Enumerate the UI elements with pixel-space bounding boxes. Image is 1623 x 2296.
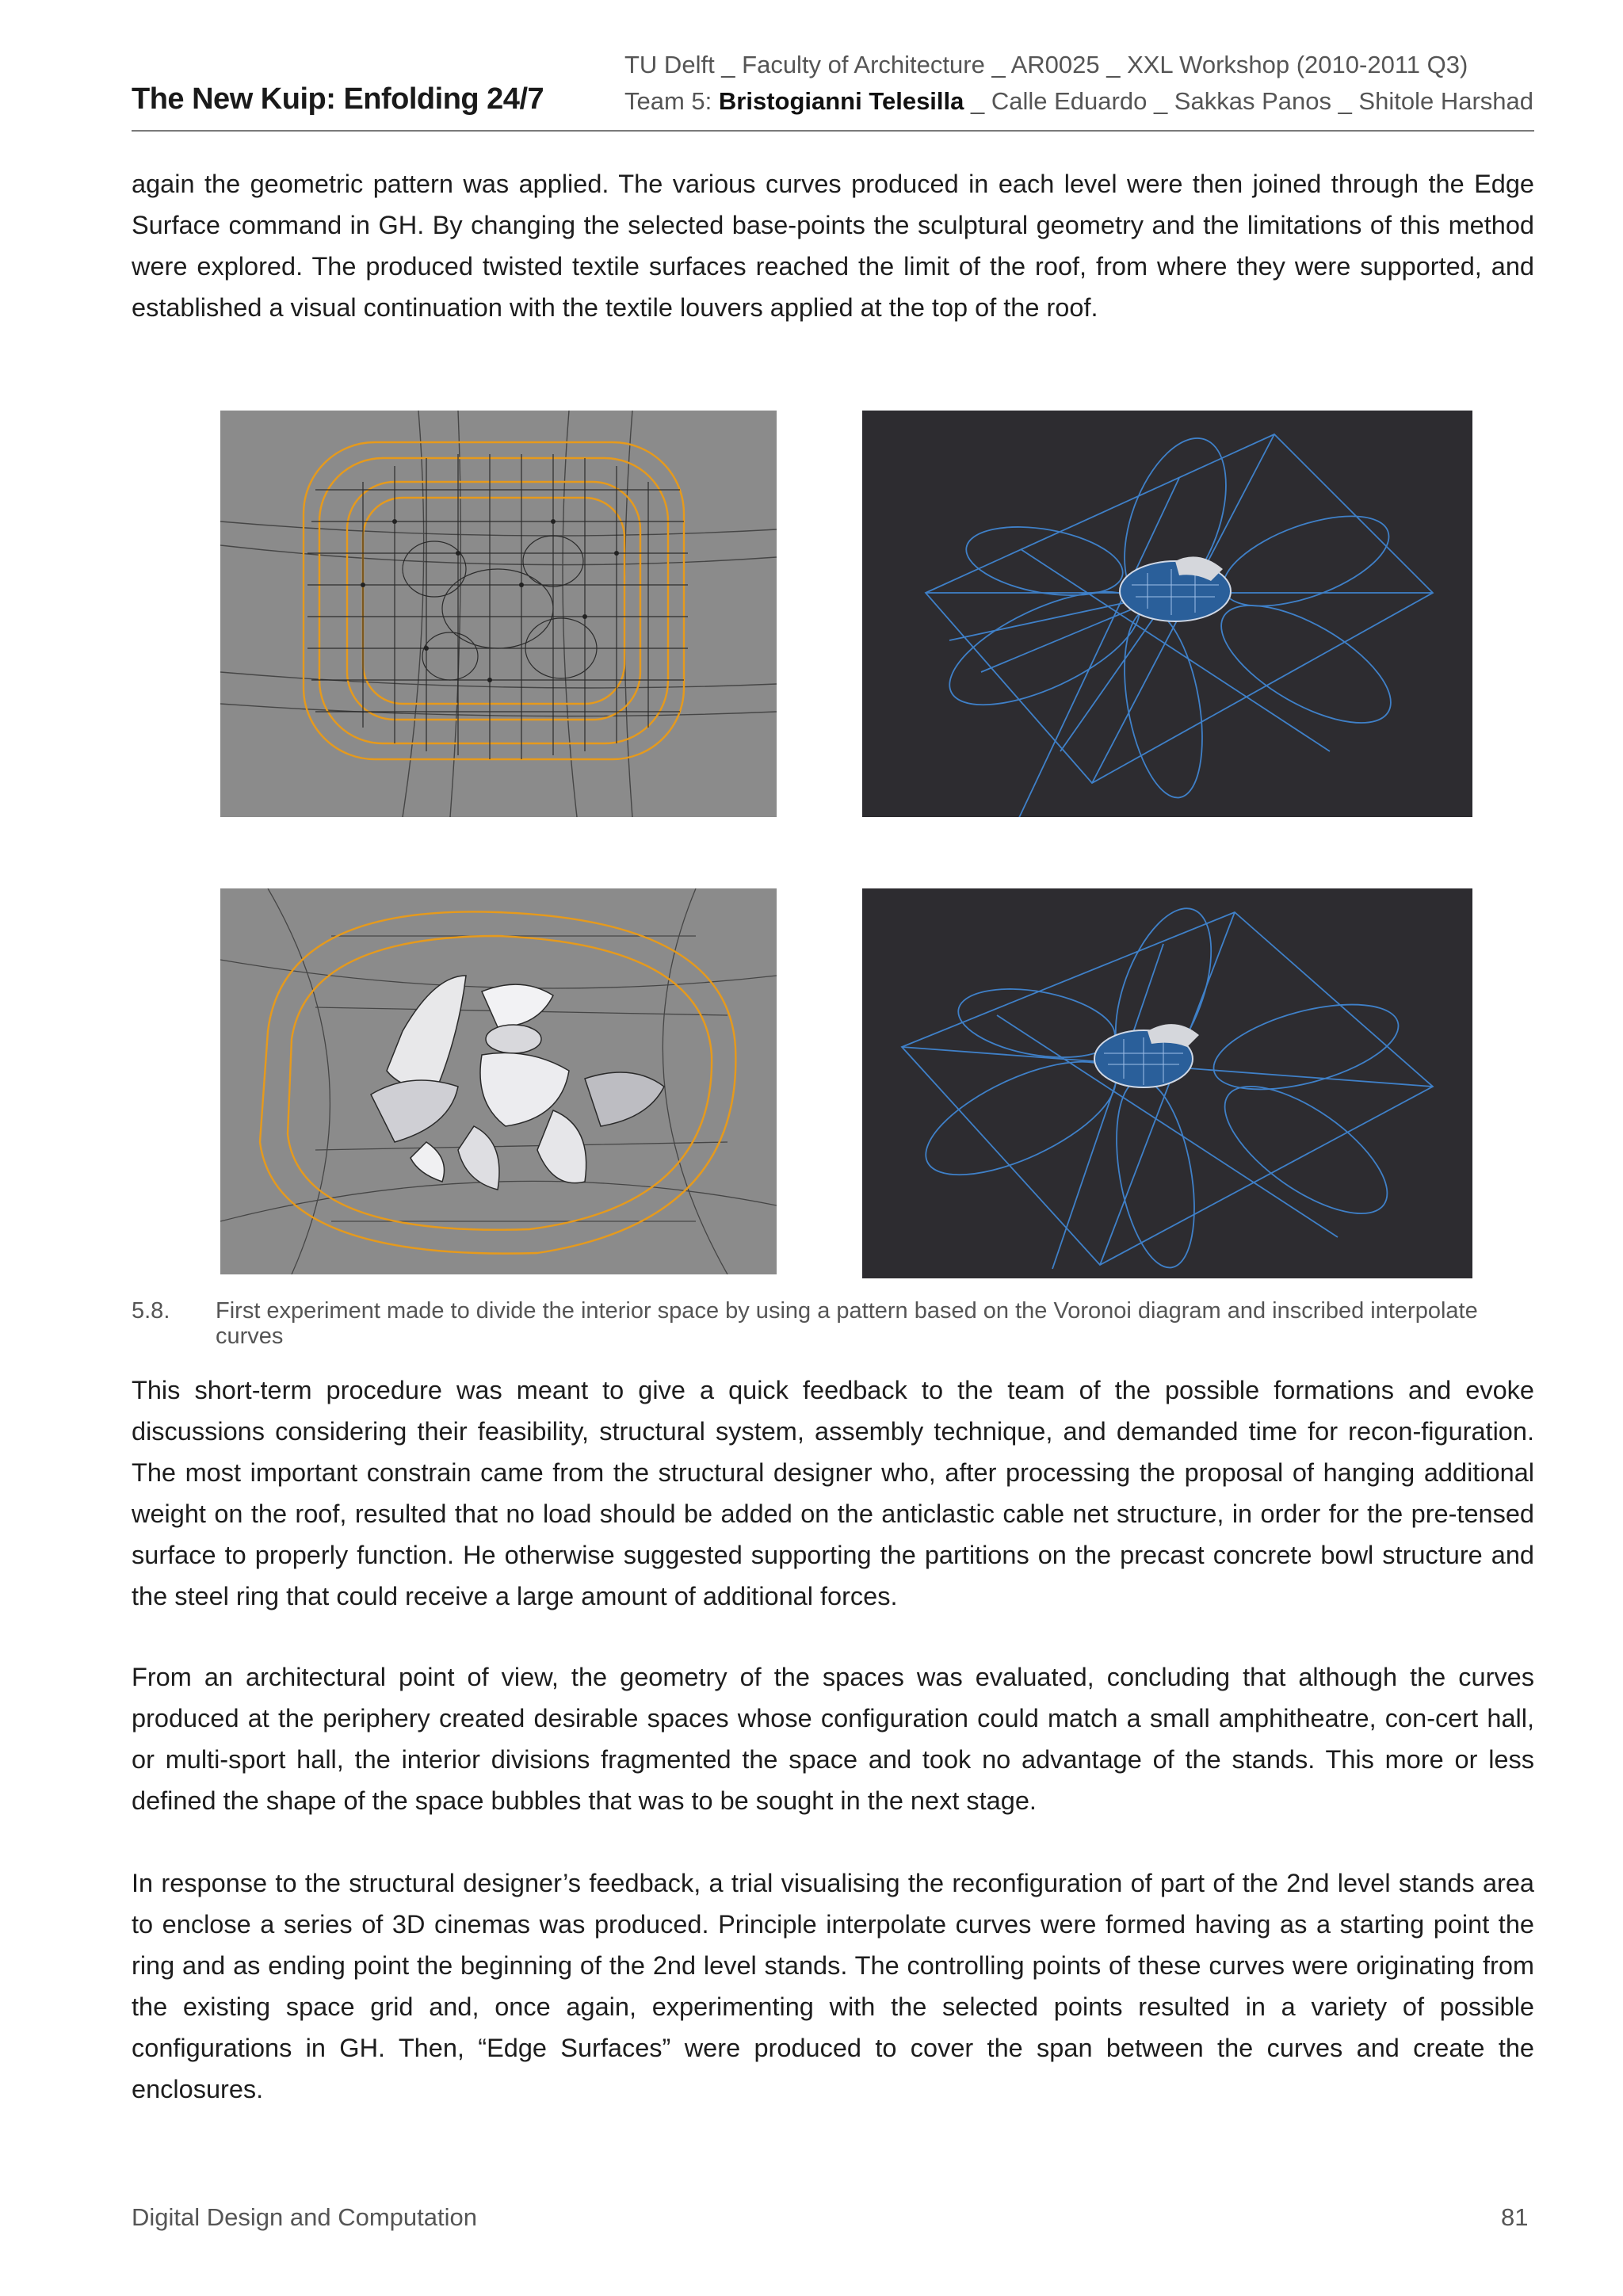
body-paragraph: From an architectural point of view, the geometry of the spaces was evaluated, concluding that although the curves produced at the periphery created desirable spaces whose configuration could match a small amphitheatre, con-cert hall, or multi-sport hall, the interior divisions fragmented the space and took no advantage of the stands. This more or less defined the shape of the space bubbles that was to be sought in the next stage. xyxy=(132,1663,1534,1815)
team-members: _ Calle Eduardo _ Sakkas Panos _ Shitole Harshad xyxy=(964,87,1534,115)
figure-flower-wireframe-image xyxy=(862,411,1472,817)
header-divider xyxy=(132,130,1534,132)
body-paragraph: This short-term procedure was meant to give a quick feedback to the team of the possible formations and evoke discussions considering their feasibility, structural system, assembly technique, and demanded time for recon-figuration. The most important constrain came from the structural designer who, after processing the proposal of hanging additional weight on the roof, resulted that no load should be added on the anticlastic cable net structure, in order for the pre-tensed surface to properly function. He otherwise suggested supporting the partitions on the precast concrete bowl structure and the steel ring that could receive a large amount of additional forces. xyxy=(132,1376,1534,1610)
figure-twisted-surfaces-image xyxy=(220,888,777,1274)
document-title: The New Kuip: Enfolding 24/7 xyxy=(132,82,544,116)
body-paragraph: In response to the structural designer’s feedback, a trial visualising the reconfiguration of part of the 2nd level stands area to enclose a series of 3D cinemas was produced. Principle interpolate curves were formed having as a starting point the ring and as ending point the beginning of the 2nd level stands. The controlling points of these curves were originating from the existing space grid and, once again, experimenting with the selected points resulted in a variety of possible configurations in GH. Then, “Edge Surfaces” were produced to cover the span between the curves and create the enclosures. xyxy=(132,1869,1534,2103)
header-course-info: TU Delft _ Faculty of Architecture _ AR0025 _ XXL Workshop (2010-2011 Q3) xyxy=(624,51,1468,78)
team-prefix: Team 5: xyxy=(624,87,719,115)
page-number: 81 xyxy=(1501,2203,1529,2231)
figure-grid-pattern-image xyxy=(220,411,777,817)
body-paragraph: again the geometric pattern was applied. The various curves produced in each level were then joined through the Edge Surface command in GH. By changing the selected base-points the sculptural geometry and the limitations of this method were explored. The produced twisted textile surfaces reached the limit of the roof, from where they were supported, and established a visual continuation with the textile louvers applied at the top of the roof. xyxy=(132,170,1534,322)
figure-flower-wireframe-variant-image xyxy=(862,888,1472,1278)
footer-section-title: Digital Design and Computation xyxy=(132,2203,477,2231)
team-lead-name: Bristogianni Telesilla xyxy=(718,87,964,115)
figure-number: 5.8. xyxy=(132,1298,170,1324)
header-team-info xyxy=(624,87,1533,116)
figure-caption: First experiment made to divide the interior space by using a pattern based on the Voronoi diagram and inscribed interpolate curves xyxy=(216,1298,1478,1349)
